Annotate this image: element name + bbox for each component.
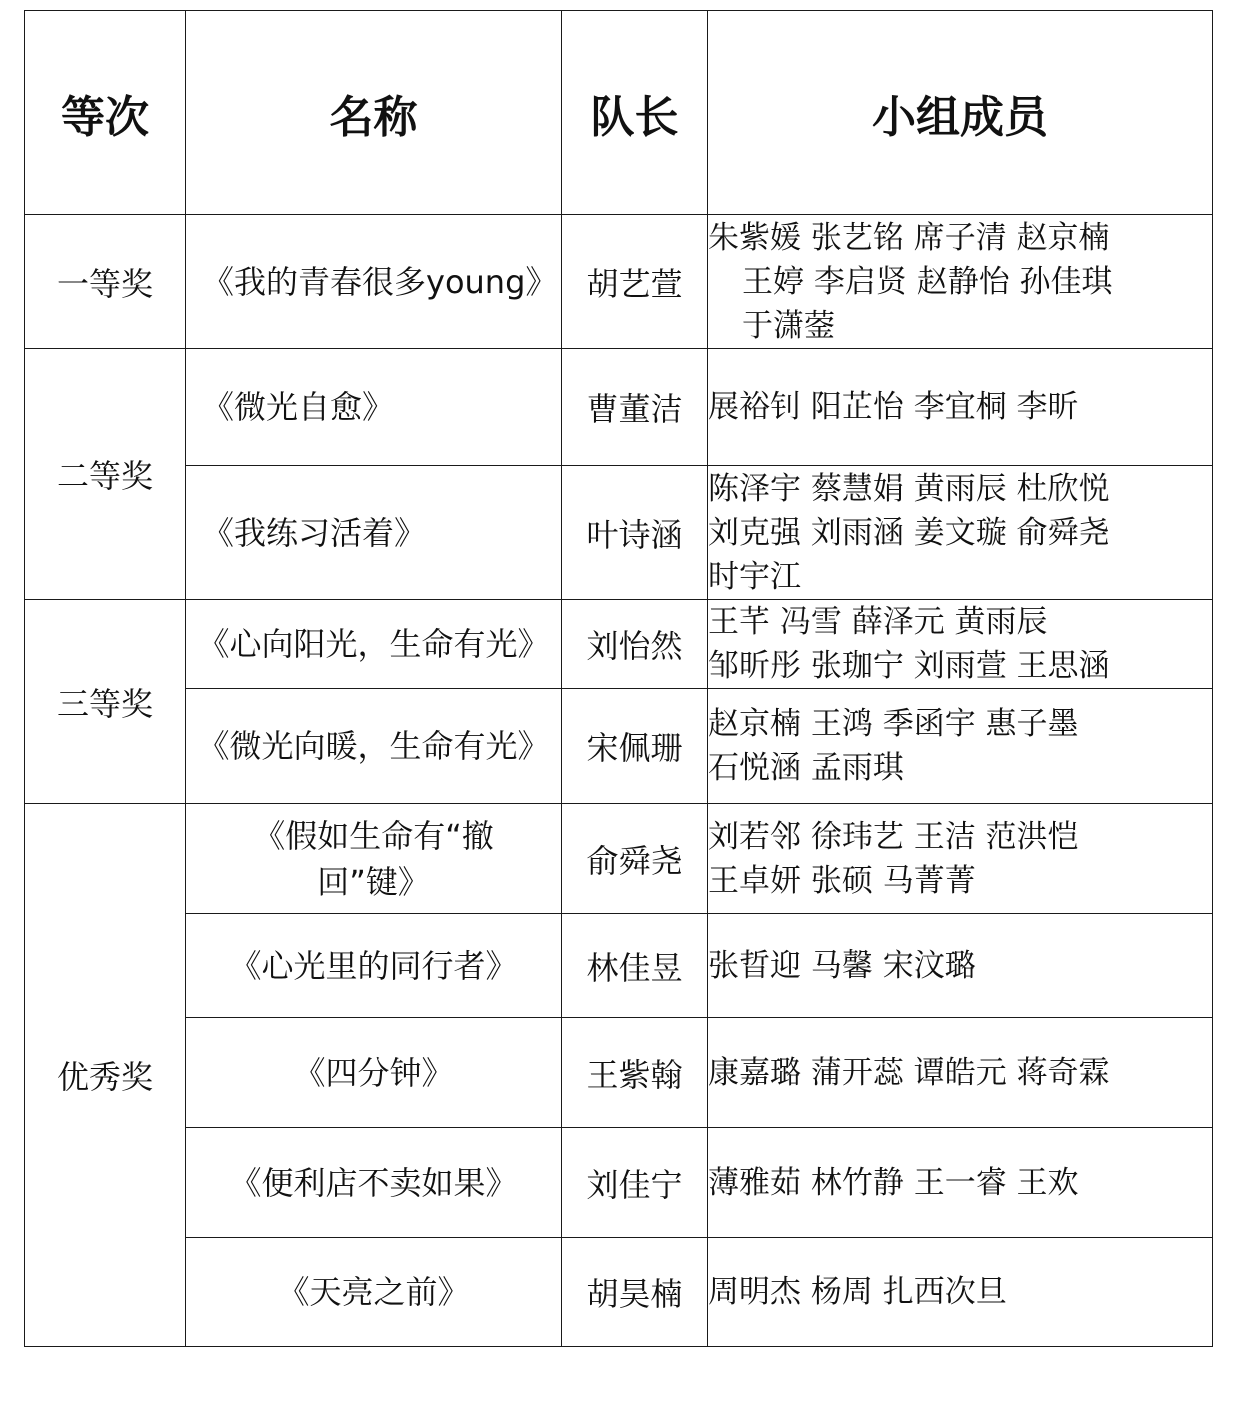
member-line: 张晢迎 马馨 宋汶璐 bbox=[708, 947, 976, 984]
member-line: 展裕钊 阳芷怡 李宜桐 李昕 bbox=[708, 389, 1079, 425]
team-name: 《便利店不卖如果》 bbox=[186, 1128, 562, 1238]
member-line: 时宇江 bbox=[708, 558, 801, 595]
header-leader: 队长 bbox=[562, 11, 708, 215]
team-name: 《微光向暖，生命有光》 bbox=[186, 689, 562, 804]
member-line: 王卓妍 张硕 马菁菁 bbox=[708, 862, 976, 899]
table-row bbox=[25, 804, 1213, 914]
team-name: 《假如生命有“撤回”键》 bbox=[186, 804, 562, 914]
table-row bbox=[25, 1238, 1213, 1347]
team-name: 《我练习活着》 bbox=[186, 466, 562, 600]
team-members bbox=[708, 215, 1213, 349]
team-leader: 王紫翰 bbox=[562, 1018, 708, 1128]
header-members: 小组成员 bbox=[708, 11, 1213, 215]
team-name: 《我的青春很多young》 bbox=[186, 215, 562, 349]
member-line: 于潇蓥 bbox=[742, 307, 835, 344]
header-tier: 等次 bbox=[25, 11, 186, 215]
table-row bbox=[25, 1128, 1213, 1238]
team-members bbox=[708, 1128, 1213, 1238]
team-leader: 刘佳宁 bbox=[562, 1128, 708, 1238]
table-row bbox=[25, 215, 1213, 349]
table-row bbox=[25, 689, 1213, 804]
tier-cell-third: 三等奖 bbox=[25, 600, 186, 804]
team-members bbox=[708, 600, 1213, 689]
team-leader: 刘怡然 bbox=[562, 600, 708, 689]
team-name: 《心向阳光，生命有光》 bbox=[186, 600, 562, 689]
tier-cell-second: 二等奖 bbox=[25, 349, 186, 600]
team-members bbox=[708, 1238, 1213, 1347]
team-members bbox=[708, 689, 1213, 804]
header-name: 名称 bbox=[186, 11, 562, 215]
team-leader: 曹董洁 bbox=[562, 349, 708, 466]
tier-cell-first: 一等奖 bbox=[25, 215, 186, 349]
member-line: 陈泽宇 蔡慧娟 黄雨辰 杜欣悦 bbox=[708, 470, 1110, 507]
team-members bbox=[708, 804, 1213, 914]
table-row bbox=[25, 466, 1213, 600]
team-members bbox=[708, 914, 1213, 1018]
team-name: 《心光里的同行者》 bbox=[186, 914, 562, 1018]
table-row bbox=[25, 1018, 1213, 1128]
awards-table bbox=[24, 10, 1213, 1347]
team-leader: 胡昊楠 bbox=[562, 1238, 708, 1347]
header-row bbox=[25, 11, 1213, 215]
team-leader: 叶诗涵 bbox=[562, 466, 708, 600]
team-leader: 俞舜尧 bbox=[562, 804, 708, 914]
tier-cell-excellent: 优秀奖 bbox=[25, 804, 186, 1347]
member-line: 刘克强 刘雨涵 姜文璇 俞舜尧 bbox=[708, 514, 1110, 551]
team-name: 《天亮之前》 bbox=[186, 1238, 562, 1347]
team-leader: 宋佩珊 bbox=[562, 689, 708, 804]
member-line: 周明杰 杨周 扎西次旦 bbox=[708, 1274, 1007, 1310]
table-row bbox=[25, 600, 1213, 689]
team-name: 《四分钟》 bbox=[186, 1018, 562, 1128]
member-line: 赵京楠 王鸿 季函宇 惠子墨 bbox=[708, 706, 1079, 742]
member-line: 康嘉璐 蒲开蕊 谭皓元 蒋奇霖 bbox=[708, 1054, 1110, 1091]
member-line: 薄雅茹 林竹静 王一睿 王欢 bbox=[708, 1164, 1079, 1201]
member-line: 朱紫媛 张艺铭 席子清 赵京楠 bbox=[708, 219, 1110, 256]
team-name: 《微光自愈》 bbox=[186, 349, 562, 466]
team-members bbox=[708, 1018, 1213, 1128]
table-row bbox=[25, 914, 1213, 1018]
team-leader: 林佳昱 bbox=[562, 914, 708, 1018]
table-row bbox=[25, 349, 1213, 466]
member-line: 王婷 李启贤 赵静怡 孙佳琪 bbox=[742, 263, 1113, 300]
member-line: 刘若邻 徐玮艺 王洁 范洪恺 bbox=[708, 818, 1079, 855]
team-leader: 胡艺萱 bbox=[562, 215, 708, 349]
team-members bbox=[708, 466, 1213, 600]
member-line: 王芊 冯雪 薛泽元 黄雨辰 bbox=[708, 604, 1048, 640]
team-members bbox=[708, 349, 1213, 466]
member-line: 石悦涵 孟雨琪 bbox=[708, 750, 904, 786]
member-line: 邹昕彤 张珈宁 刘雨萱 王思涵 bbox=[708, 648, 1110, 684]
